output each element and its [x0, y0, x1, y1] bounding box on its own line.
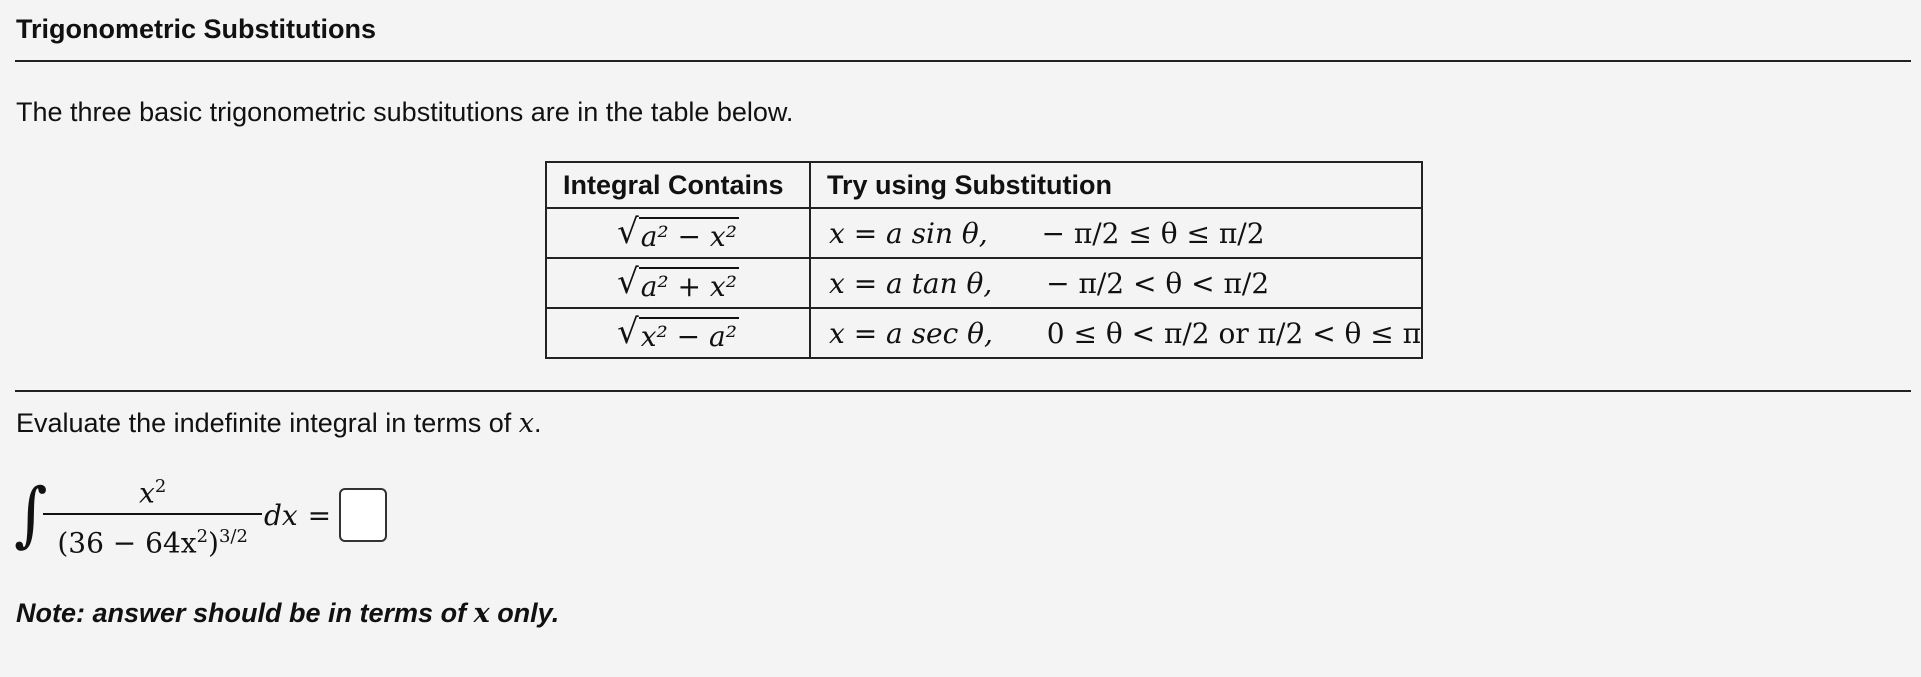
intro-text: The three basic trigonometric substitutions are in the table below. — [16, 97, 794, 127]
header-try-substitution: Try using Substitution — [810, 162, 1422, 208]
integrand-denominator: $(36 - 64x^2)^{3/2}$ — [57, 526, 248, 560]
contains-cell — [546, 258, 810, 308]
note-variable: x — [473, 598, 490, 629]
sqrt-icon: √ — [617, 211, 639, 252]
section-divider — [15, 390, 1911, 392]
prompt-variable: x — [518, 408, 535, 439]
substitution-range: − π/2 ≤ θ ≤ π/2 — [1041, 216, 1265, 250]
equals-sign: = — [307, 498, 332, 532]
sqrt-expression — [617, 312, 739, 355]
sqrt-expression — [617, 212, 739, 255]
table-row — [546, 258, 1422, 308]
substitution-cell — [810, 208, 1422, 258]
integral-sign-icon: ∫ — [14, 474, 48, 556]
page-title: Trigonometric Substitutions — [16, 14, 377, 44]
substitution-cell — [810, 308, 1422, 358]
sqrt-radicand: x² − a² — [639, 317, 739, 355]
substitution-range: 0 ≤ θ < π/2 or π/2 < θ ≤ π — [1046, 316, 1422, 350]
question-prompt — [16, 408, 542, 439]
prompt-period: . — [534, 408, 542, 438]
sqrt-icon: √ — [617, 261, 639, 302]
substitution-cell — [810, 258, 1422, 308]
table-row — [546, 208, 1422, 258]
substitution-formula: x = a tan θ, — [829, 266, 993, 300]
sqrt-radicand: a² + x² — [639, 267, 739, 305]
note-text: Note: answer should be in terms of x only. — [16, 598, 560, 629]
prompt-text: Evaluate the indefinite integral in terms of — [16, 408, 519, 438]
integrand-numerator: $x^2$ — [43, 471, 262, 515]
sqrt-expression — [617, 262, 739, 305]
header-integral-contains: Integral Contains — [546, 162, 810, 208]
differential: dx — [263, 498, 298, 532]
substitution-table — [545, 161, 1423, 359]
contains-cell — [546, 308, 810, 358]
sqrt-radicand: a² − x² — [639, 217, 739, 255]
integral-expression — [14, 470, 387, 560]
integrand-fraction — [51, 471, 254, 560]
substitution-formula: x = a sin θ, — [829, 216, 988, 250]
table-header-row — [546, 162, 1422, 208]
table-row — [546, 308, 1422, 358]
contains-cell — [546, 208, 810, 258]
answer-input[interactable] — [339, 488, 387, 542]
substitution-formula: x = a sec θ, — [829, 316, 993, 350]
sqrt-icon: √ — [617, 311, 639, 352]
substitution-range: − π/2 < θ < π/2 — [1046, 266, 1270, 300]
title-divider — [15, 60, 1911, 62]
